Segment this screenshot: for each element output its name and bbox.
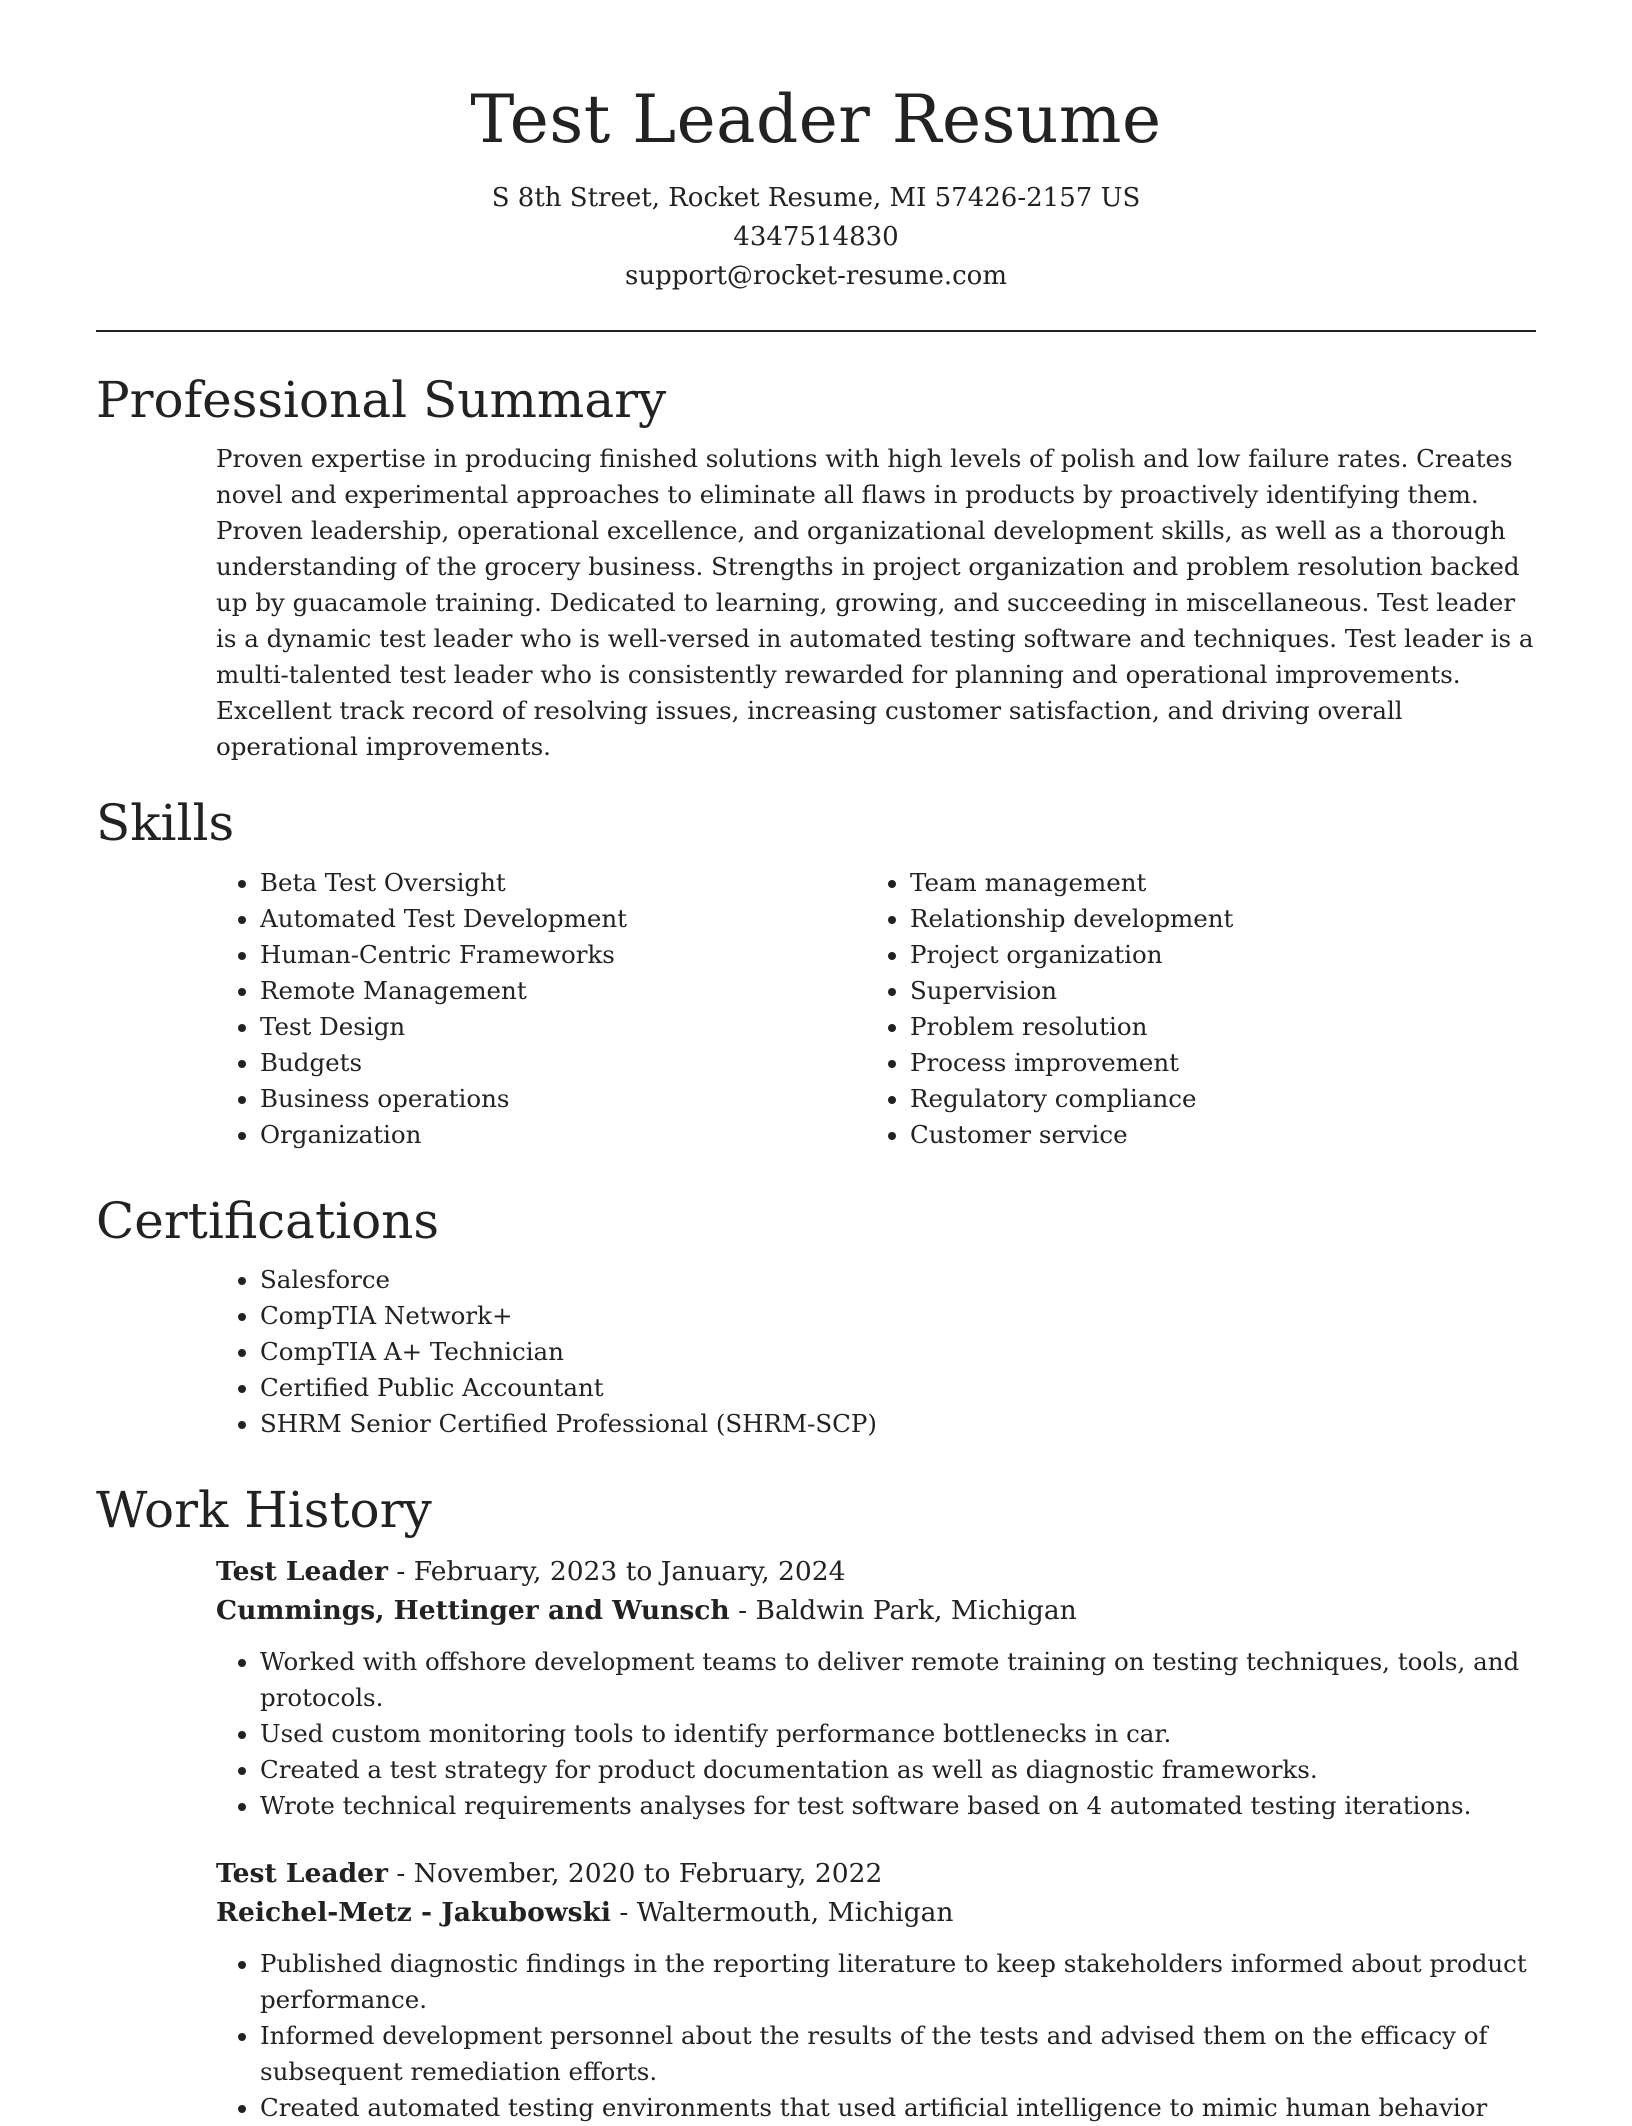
skills-column-right [866, 865, 1516, 1153]
resume-header [96, 0, 1536, 296]
job-bullet: • Wrote technical requirements analyses for test software based on 4 automated testing iterations. [260, 1788, 1536, 1824]
job-role: Test Leader [216, 1857, 388, 1889]
job-title-line [216, 1552, 1536, 1591]
work-history-section [96, 1482, 1536, 2126]
skill-item: • Business operations [260, 1081, 866, 1117]
job-company-line [216, 1591, 1536, 1630]
address: S 8th Street, Rocket Resume, MI 57426-2157 US [491, 182, 1141, 213]
section-title-work-history: Work History [96, 1481, 432, 1540]
section-title-skills: Skills [96, 794, 235, 853]
job-dates: - February, 2023 to January, 2024 [387, 1555, 846, 1587]
job-role: Test Leader [216, 1555, 388, 1587]
job-entry [216, 1854, 1536, 2126]
skill-item: • Relationship development [910, 901, 1516, 937]
section-title-certifications: Certifications [96, 1191, 440, 1250]
job-bullet: • Used custom monitoring tools to identify performance bottlenecks in car. [260, 1716, 1536, 1752]
skill-item: • Process improvement [910, 1045, 1516, 1081]
skill-item: • Beta Test Oversight [260, 865, 866, 901]
job-company: Cummings, Hettinger and Wunsch [216, 1594, 730, 1626]
phone: 4347514830 [733, 221, 899, 252]
job-bullets [216, 1946, 1536, 2126]
job-company: Reichel-Metz - Jakubowski [216, 1896, 611, 1928]
summary-section [96, 372, 1536, 766]
skill-item: • Budgets [260, 1045, 866, 1081]
skill-item: • Project organization [910, 937, 1516, 973]
summary-text: Proven expertise in producing finished solutions with high levels of polish and low failure rates. Creates novel and experimental approaches to eliminate all flaws in products by proactively identifying them. Proven leadership, operational excellence, and organizational development skills, as well as a thorough understanding of the grocery business. Strengths in project organization and problem resolution backed up by guacamole training. Dedicated to learning, growing, and succeeding in miscellaneous. Test leader is a dynamic test leader who is well-versed in automated testing software and techniques. Test leader is a multi-talented test leader who is consistently rewarded for planning and operational improvements. Excellent track record of resolving issues, increasing customer satisfaction, and driving overall operational improvements. [216, 444, 1534, 762]
skill-item: • Problem resolution [910, 1009, 1516, 1045]
certification-item: • SHRM Senior Certified Professional (SHRM-SCP) [260, 1406, 1536, 1442]
skills-column-left [216, 865, 866, 1153]
job-bullet: • Published diagnostic findings in the reporting literature to keep stakeholders informed about product performance. [260, 1946, 1536, 2018]
job-title-line [216, 1854, 1536, 1893]
skill-item: • Regulatory compliance [910, 1081, 1516, 1117]
job-company-line [216, 1893, 1536, 1932]
certification-item: • CompTIA Network+ [260, 1298, 1536, 1334]
job-bullets [216, 1644, 1536, 1824]
job-bullet: • Created automated testing environments that used artificial intelligence to mimic human behavior [260, 2090, 1536, 2126]
certification-item: • Salesforce [260, 1262, 1536, 1298]
skills-section [96, 795, 1536, 1153]
skill-item: • Test Design [260, 1009, 866, 1045]
skill-item: • Automated Test Development [260, 901, 866, 937]
section-title-summary: Professional Summary [96, 370, 667, 429]
job-dates: - November, 2020 to February, 2022 [387, 1857, 883, 1889]
job-entry [216, 1552, 1536, 1824]
certification-item: • Certified Public Accountant [260, 1370, 1536, 1406]
email: support@rocket-resume.com [624, 260, 1007, 291]
skill-item: • Team management [910, 865, 1516, 901]
job-bullet: • Worked with offshore development teams to deliver remote training on testing techniques, tools, and protocols. [260, 1644, 1536, 1716]
job-bullet: • Created a test strategy for product documentation as well as diagnostic frameworks. [260, 1752, 1536, 1788]
header-divider [96, 330, 1536, 332]
skill-item: • Supervision [910, 973, 1516, 1009]
job-location: - Baldwin Park, Michigan [729, 1594, 1077, 1626]
skill-item: • Organization [260, 1117, 866, 1153]
certifications-list [216, 1262, 1536, 1442]
certifications-section [96, 1193, 1536, 1443]
skill-item: • Customer service [910, 1117, 1516, 1153]
skill-item: • Human-Centric Frameworks [260, 937, 866, 973]
certification-item: • CompTIA A+ Technician [260, 1334, 1536, 1370]
resume-title: Test Leader Resume [470, 81, 1162, 158]
job-location: - Waltermouth, Michigan [610, 1896, 954, 1928]
skills-grid [216, 865, 1536, 1153]
job-bullet: • Informed development personnel about the results of the tests and advised them on the efficacy of subsequent remediation efforts. [260, 2018, 1536, 2090]
skill-item: • Remote Management [260, 973, 866, 1009]
